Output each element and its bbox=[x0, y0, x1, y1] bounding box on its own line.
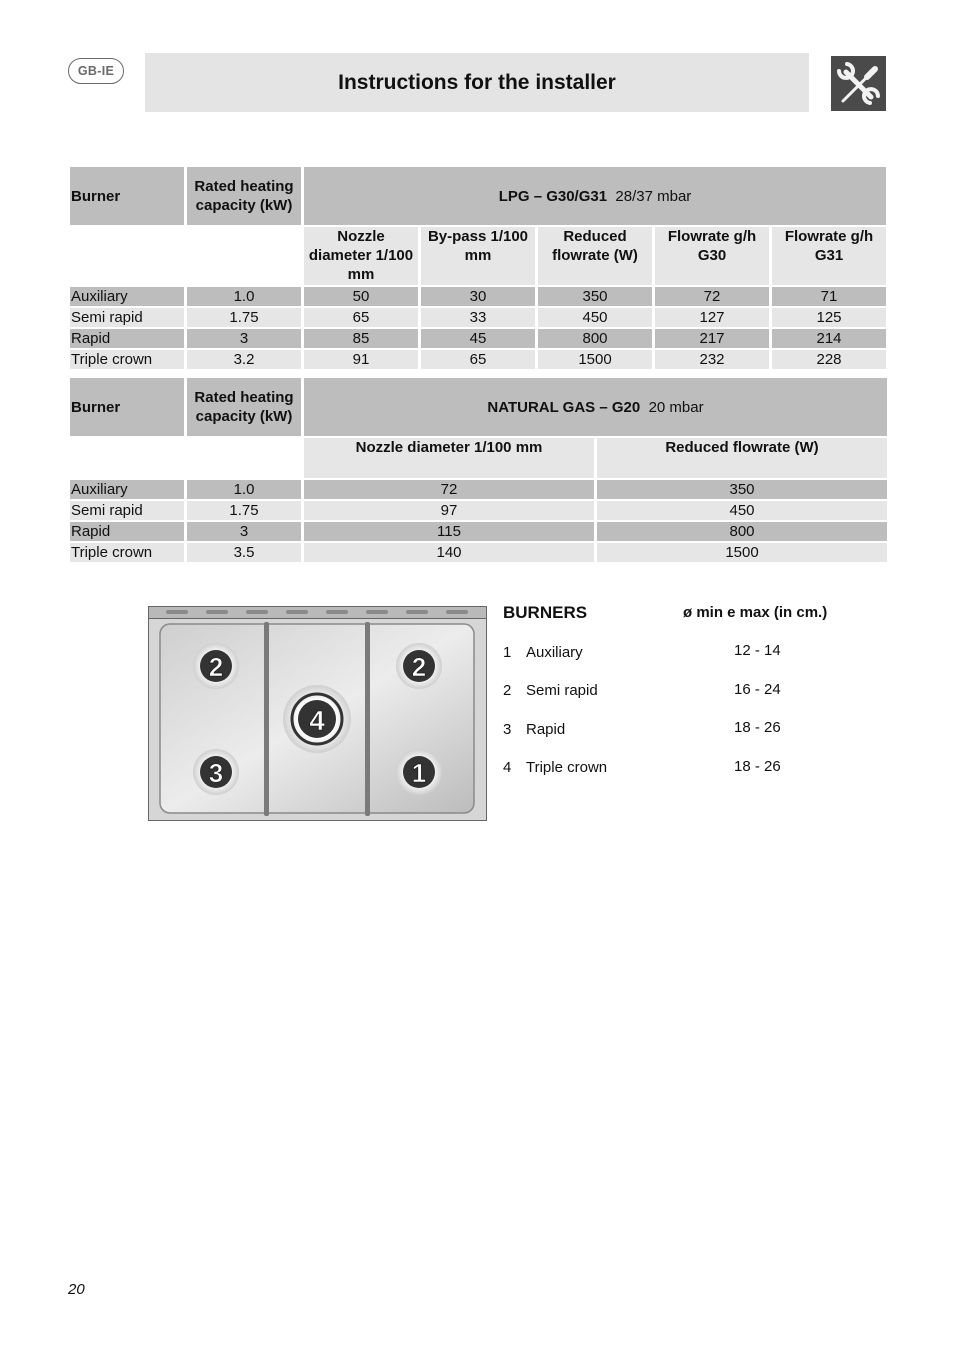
table-row bbox=[70, 543, 887, 562]
table-cell: 350 bbox=[597, 480, 887, 499]
burners-title: BURNERS bbox=[503, 603, 588, 622]
table-cell: 1.75 bbox=[187, 308, 301, 327]
column-header: Reduced flowrate (W) bbox=[538, 227, 652, 285]
table-cell: 214 bbox=[772, 329, 886, 348]
table-cell: 65 bbox=[421, 350, 535, 369]
burner-marker bbox=[396, 749, 442, 795]
table-row bbox=[70, 480, 887, 499]
gas-type-header bbox=[304, 167, 886, 225]
legend-number: 4 bbox=[503, 759, 512, 776]
natural-gas-table bbox=[67, 376, 890, 564]
table-cell: 450 bbox=[597, 501, 887, 520]
burner-marker bbox=[193, 643, 239, 689]
burner-name: Auxiliary bbox=[70, 287, 184, 306]
legend-number: 1 bbox=[503, 644, 512, 661]
title-bar bbox=[145, 53, 809, 112]
table-row bbox=[70, 308, 886, 327]
burner-name: Triple crown bbox=[70, 350, 184, 369]
legend-diameter-range: 12 - 14 bbox=[734, 642, 781, 659]
gas-type-title: NATURAL GAS – G20 bbox=[487, 398, 641, 416]
table-cell: 1.75 bbox=[187, 501, 301, 520]
burner-marker-label: 1 bbox=[411, 758, 427, 788]
table-row bbox=[70, 501, 887, 520]
table-cell: 85 bbox=[304, 329, 418, 348]
country-badge-label: GB-IE bbox=[77, 64, 115, 78]
table-cell: 45 bbox=[421, 329, 535, 348]
table-cell: 72 bbox=[304, 480, 594, 499]
table-cell: 800 bbox=[538, 329, 652, 348]
burner-name: Auxiliary bbox=[70, 480, 184, 499]
column-header: Flowrate g/h G31 bbox=[772, 227, 886, 285]
table-cell: 65 bbox=[304, 308, 418, 327]
column-header: Flowrate g/h G30 bbox=[655, 227, 769, 285]
table-cell: 3.5 bbox=[187, 543, 301, 562]
table-cell: 97 bbox=[304, 501, 594, 520]
table-row bbox=[70, 350, 886, 369]
burner-header: Burner bbox=[70, 378, 184, 436]
empty-cell bbox=[70, 227, 184, 285]
legend-diameter-range: 18 - 26 bbox=[734, 758, 781, 775]
burner-name: Rapid bbox=[70, 522, 184, 541]
wrench-screwdriver-icon bbox=[831, 56, 886, 111]
table-row bbox=[70, 287, 886, 306]
burner-marker-label: 2 bbox=[411, 652, 427, 682]
table-cell: 450 bbox=[538, 308, 652, 327]
table-cell: 50 bbox=[304, 287, 418, 306]
table-cell: 1.0 bbox=[187, 480, 301, 499]
table-cell: 1500 bbox=[538, 350, 652, 369]
column-header: Nozzle diameter 1/100 mm bbox=[304, 227, 418, 285]
table-cell: 115 bbox=[304, 522, 594, 541]
table-cell: 140 bbox=[304, 543, 594, 562]
table-row bbox=[70, 329, 886, 348]
table-cell: 3.2 bbox=[187, 350, 301, 369]
table-cell: 71 bbox=[772, 287, 886, 306]
table-cell: 800 bbox=[597, 522, 887, 541]
table-cell: 1.0 bbox=[187, 287, 301, 306]
burner-marker bbox=[193, 749, 239, 795]
legend-burner-name: Auxiliary bbox=[526, 644, 583, 661]
empty-cell bbox=[187, 438, 301, 478]
table-cell: 1500 bbox=[597, 543, 887, 562]
diameter-range-title: ø min e max (in cm.) bbox=[683, 604, 828, 621]
legend-diameter-range: 16 - 24 bbox=[734, 681, 781, 698]
table-row bbox=[70, 522, 887, 541]
legend-burner-name: Semi rapid bbox=[526, 682, 598, 699]
empty-cell bbox=[187, 227, 301, 285]
burner-marker-label: 4 bbox=[309, 705, 325, 736]
legend-burner-name: Rapid bbox=[526, 721, 566, 738]
table-cell: 125 bbox=[772, 308, 886, 327]
table-cell: 30 bbox=[421, 287, 535, 306]
table-cell: 3 bbox=[187, 329, 301, 348]
burner-name: Semi rapid bbox=[70, 308, 184, 327]
page-title: Instructions for the installer bbox=[338, 70, 616, 94]
column-header: Reduced flowrate (W) bbox=[597, 438, 887, 478]
table-cell: 217 bbox=[655, 329, 769, 348]
burner-name: Semi rapid bbox=[70, 501, 184, 520]
gas-pressure: 20 mbar bbox=[648, 398, 704, 416]
burner-name: Rapid bbox=[70, 329, 184, 348]
hob-diagram bbox=[148, 606, 487, 821]
column-header: By-pass 1/100 mm bbox=[421, 227, 535, 285]
table-cell: 72 bbox=[655, 287, 769, 306]
burner-name: Triple crown bbox=[70, 543, 184, 562]
lpg-table bbox=[67, 165, 889, 371]
burner-marker-label: 2 bbox=[208, 652, 224, 682]
burner-header: Burner bbox=[70, 167, 184, 225]
column-header: Nozzle diameter 1/100 mm bbox=[304, 438, 594, 478]
table-cell: 232 bbox=[655, 350, 769, 369]
gas-pressure: 28/37 mbar bbox=[615, 187, 692, 205]
table-cell: 127 bbox=[655, 308, 769, 327]
table-cell: 350 bbox=[538, 287, 652, 306]
legend-diameter-range: 18 - 26 bbox=[734, 719, 781, 736]
legend-number: 3 bbox=[503, 721, 512, 738]
page-number: 20 bbox=[68, 1281, 85, 1298]
legend-number: 2 bbox=[503, 682, 512, 699]
legend-burner-name: Triple crown bbox=[526, 759, 608, 776]
table-cell: 228 bbox=[772, 350, 886, 369]
country-badge bbox=[68, 58, 124, 84]
table-cell: 3 bbox=[187, 522, 301, 541]
capacity-header: Rated heating capacity (kW) bbox=[187, 378, 301, 436]
gas-type-header bbox=[304, 378, 887, 436]
burner-marker-label: 3 bbox=[208, 758, 224, 788]
table-cell: 33 bbox=[421, 308, 535, 327]
gas-type-title: LPG – G30/G31 bbox=[498, 187, 608, 205]
burner-marker bbox=[396, 643, 442, 689]
table-cell: 91 bbox=[304, 350, 418, 369]
empty-cell bbox=[70, 438, 184, 478]
burner-marker bbox=[283, 685, 351, 753]
capacity-header: Rated heating capacity (kW) bbox=[187, 167, 301, 225]
